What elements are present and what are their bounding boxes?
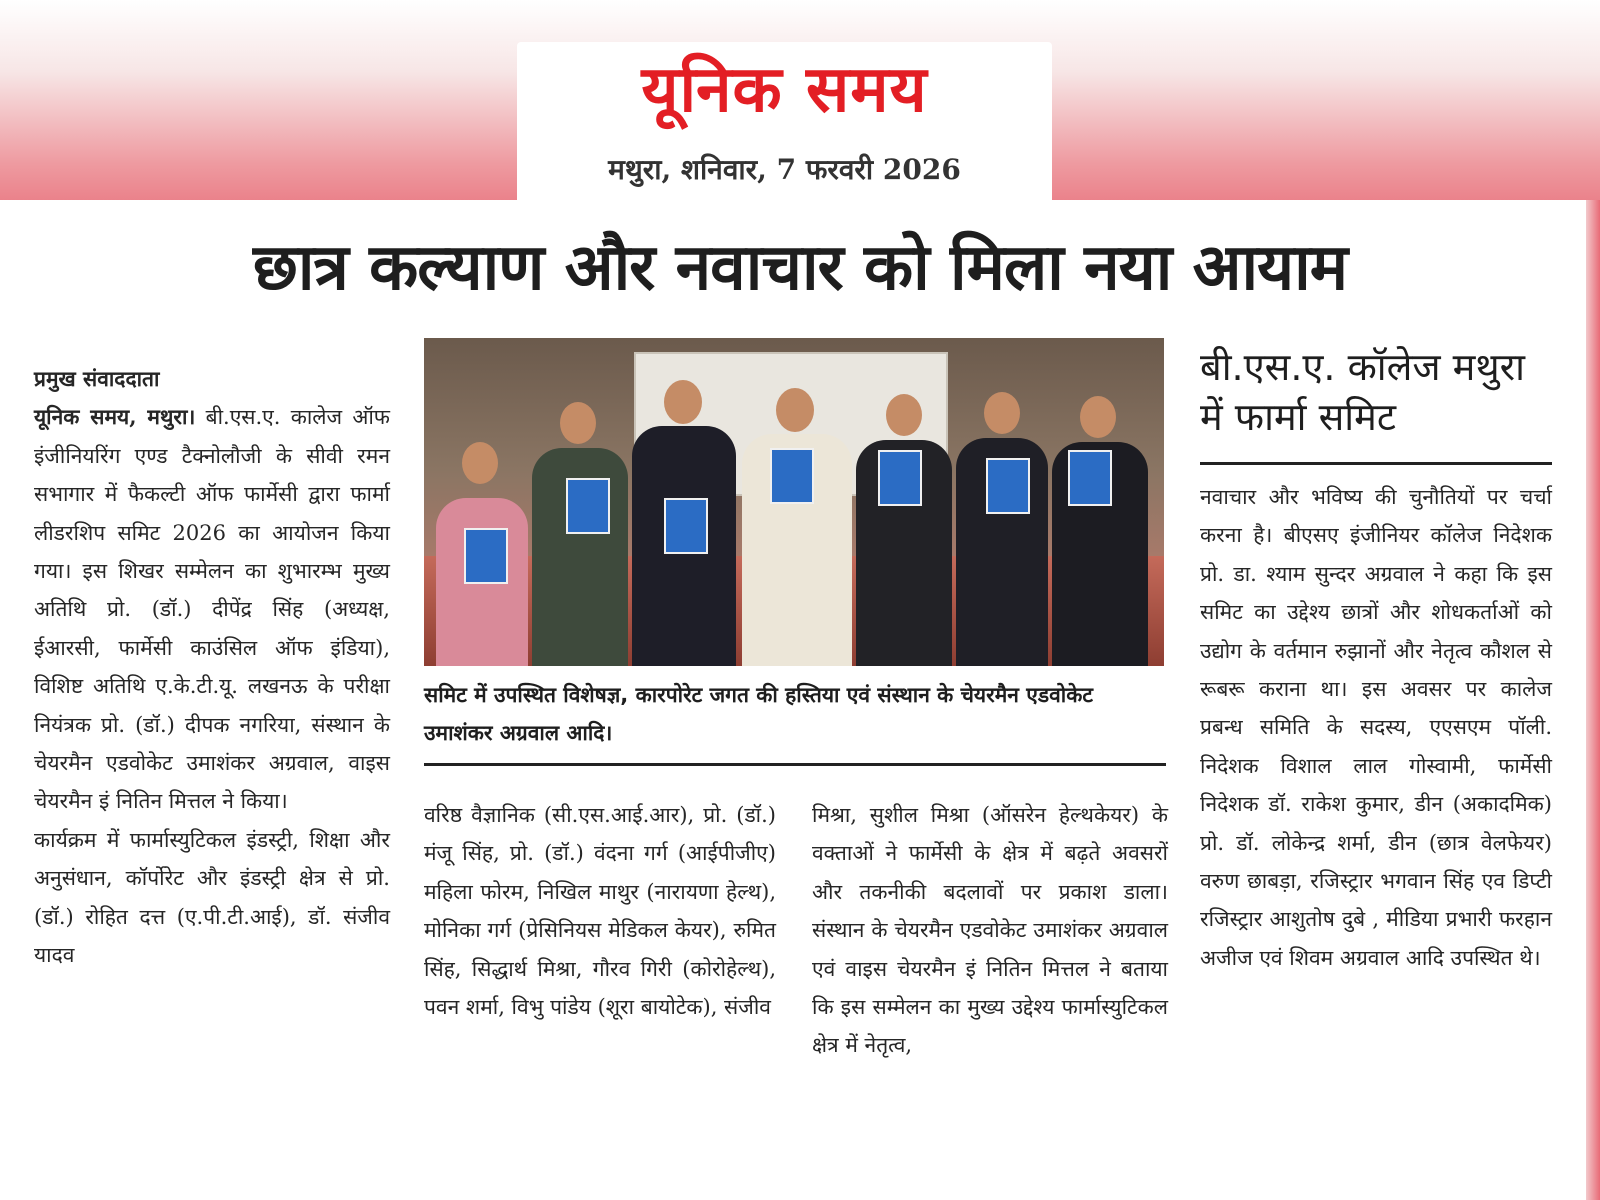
- book-cover: [986, 458, 1030, 514]
- lead-text: बी.एस.ए. कालेज ऑफ इंजीनियरिंग एण्ड टैक्नोलौजी के सीवी रमन सभागार में फैकल्टी ऑफ फार्मेसी द्वारा फार्मा लीडरशिप समिट 2026 का आयोजन किया गया। इस शिखर सम्मेलन का शुभारम्भ मुख्य अतिथि प्रो. (डॉ.) दीपेंद्र सिंह (अध्यक्ष, ईआरसी, फार्मेसी काउंसिल ऑफ इंडिया), विशिष्ट अतिथि ए.के.टी.यू. लखनऊ के परीक्षा नियंत्रक प्रो. (डॉ.) दीपक नगरिया, संस्थान के चेयरमैन एडवोकेट उमाशंकर अग्रवाल, वाइस चेयरमैन इं नितिन मित्तल ने किया।: [34, 405, 390, 814]
- main-headline: छात्र कल्याण और नवाचार को मिला नया आयाम: [253, 231, 1347, 305]
- dateline: यूनिक समय, मथुरा।: [34, 404, 196, 430]
- person-head: [984, 392, 1020, 434]
- article-column-3: [812, 796, 1168, 1065]
- column-4-text: नवाचार और भविष्य की चुनौतियों पर चर्चा करना है। बीएसए इंजीनियर कॉलेज निदेशक प्रो. डा. श्याम सुन्दर अग्रवाल ने कहा कि इस समिट का उद्देश्य छात्रों और शोधकर्ताओं को उद्योग के वर्तमान रुझानों और नेतृत्व कौशल से रूबरू कराना था। इस अवसर पर कालेज प्रबन्ध समिति के सदस्य, एएसएम पॉली. निदेशक विशाल लाल गोस्वामी, फार्मेसी निदेशक डॉ. राकेश कुमार, डीन (अकादमिक) प्रो. डॉ. लोकेन्द्र शर्मा, डीन (छात्र वेलफेयर) वरुण छाबड़ा, रजिस्ट्रार भगवान सिंह एव डिप्टी रजिस्ट्रार आशुतोष दुबे , मीडिया प्रभारी फरहान अजीज एवं शिवम अग्रवाल आदि उपस्थित थे।: [1200, 485, 1552, 970]
- event-photo: [424, 338, 1164, 666]
- person-head: [1080, 396, 1116, 438]
- person-head: [664, 380, 702, 424]
- column-2-text: वरिष्ठ वैज्ञानिक (सी.एस.आई.आर), प्रो. (डॉ.) मंजू सिंह, प्रो. (डॉ.) वंदना गर्ग (आईपीजीए) महिला फोरम, निखिल माथुर (नारायणा हेल्थ), मोनिका गर्ग (प्रेसिनियस मेडिकल केयर), रुमित सिंह, सिद्धार्थ मिश्रा, गौरव गिरी (कोरोहेल्थ), पवन शर्मा, विभु पांडेय (शूरा बायोटेक), संजीव: [424, 803, 776, 1020]
- edition-date: मथुरा, शनिवार, 7 फरवरी 2026: [608, 153, 961, 186]
- book-cover: [770, 448, 814, 504]
- book-cover: [566, 478, 610, 534]
- article-column-4: [1200, 478, 1552, 977]
- book-cover: [1068, 450, 1112, 506]
- book-cover: [878, 450, 922, 506]
- lead-paragraph: [34, 398, 390, 820]
- column-3-text: मिश्रा, सुशील मिश्रा (ऑसरेन हेल्थकेयर) के वक्ताओं ने फार्मेसी के क्षेत्र में बढ़ते अवसरों और तकनीकी बदलावों पर प्रकाश डाला। संस्थान के चेयरमैन एडवोकेट उमाशंकर अग्रवाल एवं वाइस चेयरमैन इं नितिन मित्तल ने बताया कि इस सम्मेलन का मुख्य उद्देश्य फार्मास्युटिकल क्षेत्र में नेतृत्व,: [812, 803, 1168, 1058]
- second-paragraph: कार्यक्रम में फार्मास्युटिकल इंडस्ट्री, शिक्षा और अनुसंधान, कॉर्पोरेट और इंडस्ट्री क्षेत्र से प्रो. (डॉ.) रोहित दत्त (ए.पी.टी.आई), डॉ. संजीव यादव: [34, 827, 390, 968]
- person-head: [462, 442, 498, 484]
- side-headline-divider: [1200, 462, 1552, 465]
- book-cover: [664, 498, 708, 554]
- article-column-1: [34, 360, 390, 975]
- article-column-2: [424, 796, 776, 1026]
- person-head: [886, 394, 922, 436]
- person-head: [776, 388, 814, 432]
- side-headline: बी.एस.ए. कॉलेज मथुरा में फार्मा समिट: [1200, 345, 1526, 439]
- byline: प्रमुख संवाददाता: [34, 366, 160, 391]
- book-cover: [464, 528, 508, 584]
- person-head: [560, 402, 596, 444]
- newspaper-title: यूनिक समय: [641, 53, 928, 127]
- page-edge-shadow: [1586, 200, 1600, 1200]
- caption-divider: [424, 763, 1166, 766]
- photo-caption: समिट में उपस्थित विशेषज्ञ, कारपोरेट जगत की हस्तिया एवं संस्थान के चेयरमैन एडवोकेट उमाशंकर अग्रवाल आदि।: [424, 683, 1093, 745]
